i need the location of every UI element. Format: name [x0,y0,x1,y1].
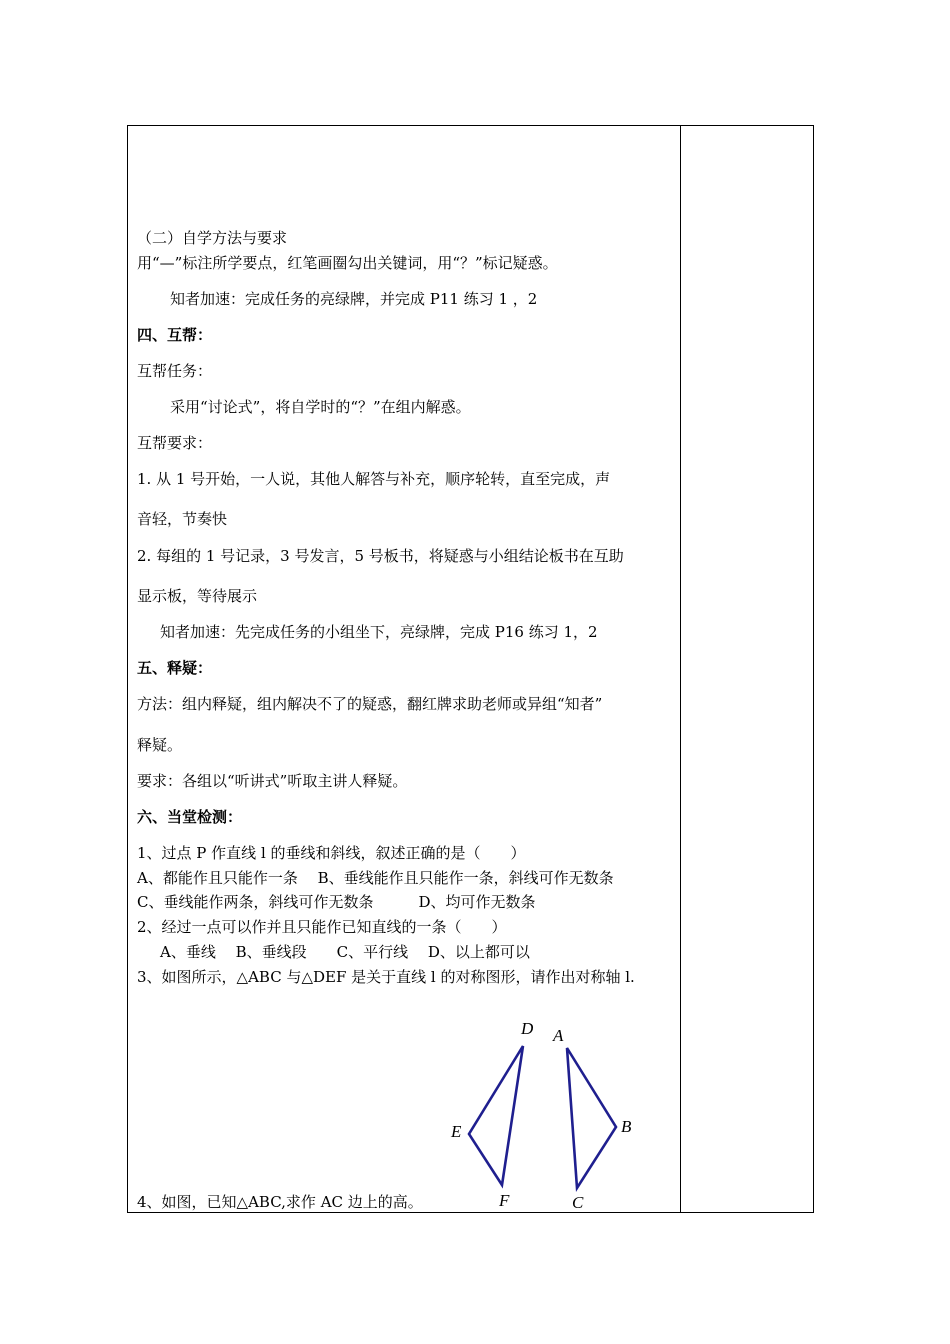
question-2-options: A、垂线 B、垂线段 C、平行线 D、以上都可以 [160,943,530,961]
question-4: 4、如图，已知△ABC,求作 AC 边上的高。 [137,1193,423,1211]
label-b: B [621,1117,632,1136]
label-e: E [451,1122,462,1141]
triangle-abc [567,1048,616,1188]
label-a: A [553,1026,564,1045]
help-fast: 知者加速：先完成任务的小组坐下，亮绿牌，完成 P16 练习 1，2 [160,623,598,641]
question-1: 1、过点 P 作直线 l 的垂线和斜线，叙述正确的是（ ） [137,844,526,862]
doubt-requirement: 要求：各组以“听讲式”听取主讲人释疑。 [137,772,408,790]
help-req-2-b: 显示板，等待展示 [137,587,258,605]
help-task-label: 互帮任务： [137,362,213,380]
question-1-options-ab: A、都能作且只能作一条 B、垂线能作且只能作一条，斜线可作无数条 [137,869,614,887]
doubt-method-b: 释疑。 [137,736,183,754]
test-title: 六、当堂检测： [137,808,243,826]
method-title: （二）自学方法与要求 [137,229,288,247]
table-column-divider [680,125,681,1213]
doubt-method-a: 方法：组内释疑，组内解决不了的疑惑，翻红牌求助老师或异组“知者” [137,695,603,713]
question-3: 3、如图所示，△ABC 与△DEF 是关于直线 l 的对称图形，请作出对称轴 l. [137,968,635,986]
question-2: 2、经过一点可以作并且只能作已知直线的一条（ ） [137,918,507,936]
doubt-title: 五、释疑： [137,659,213,677]
question-1-options-cd: C、垂线能作两条，斜线可作无数条 D、均可作无数条 [137,893,536,911]
label-f: F [499,1191,510,1210]
help-title: 四、互帮： [137,326,213,344]
help-req-label: 互帮要求： [137,434,213,452]
method-line-1: 用“—”标注所学要点，红笔画圈勾出关键词，用“？”标记疑惑。 [137,254,558,272]
triangle-def [469,1046,523,1185]
method-line-2: 知者加速：完成任务的亮绿牌，并完成 P11 练习 1 ，2 [170,290,538,308]
help-req-2-a: 2. 每组的 1 号记录，3 号发言，5 号板书，将疑惑与小组结论板书在互助 [137,547,624,565]
help-task-text: 采用“讨论式”，将自学时的“？”在组内解惑。 [170,398,471,416]
symmetric-triangles-figure [440,1010,650,1215]
help-req-1-a: 1. 从 1 号开始，一人说，其他人解答与补充，顺序轮转，直至完成，声 [137,470,611,488]
label-d: D [521,1019,534,1038]
label-c: C [572,1193,584,1212]
help-req-1-b: 音轻，节奏快 [137,510,228,528]
